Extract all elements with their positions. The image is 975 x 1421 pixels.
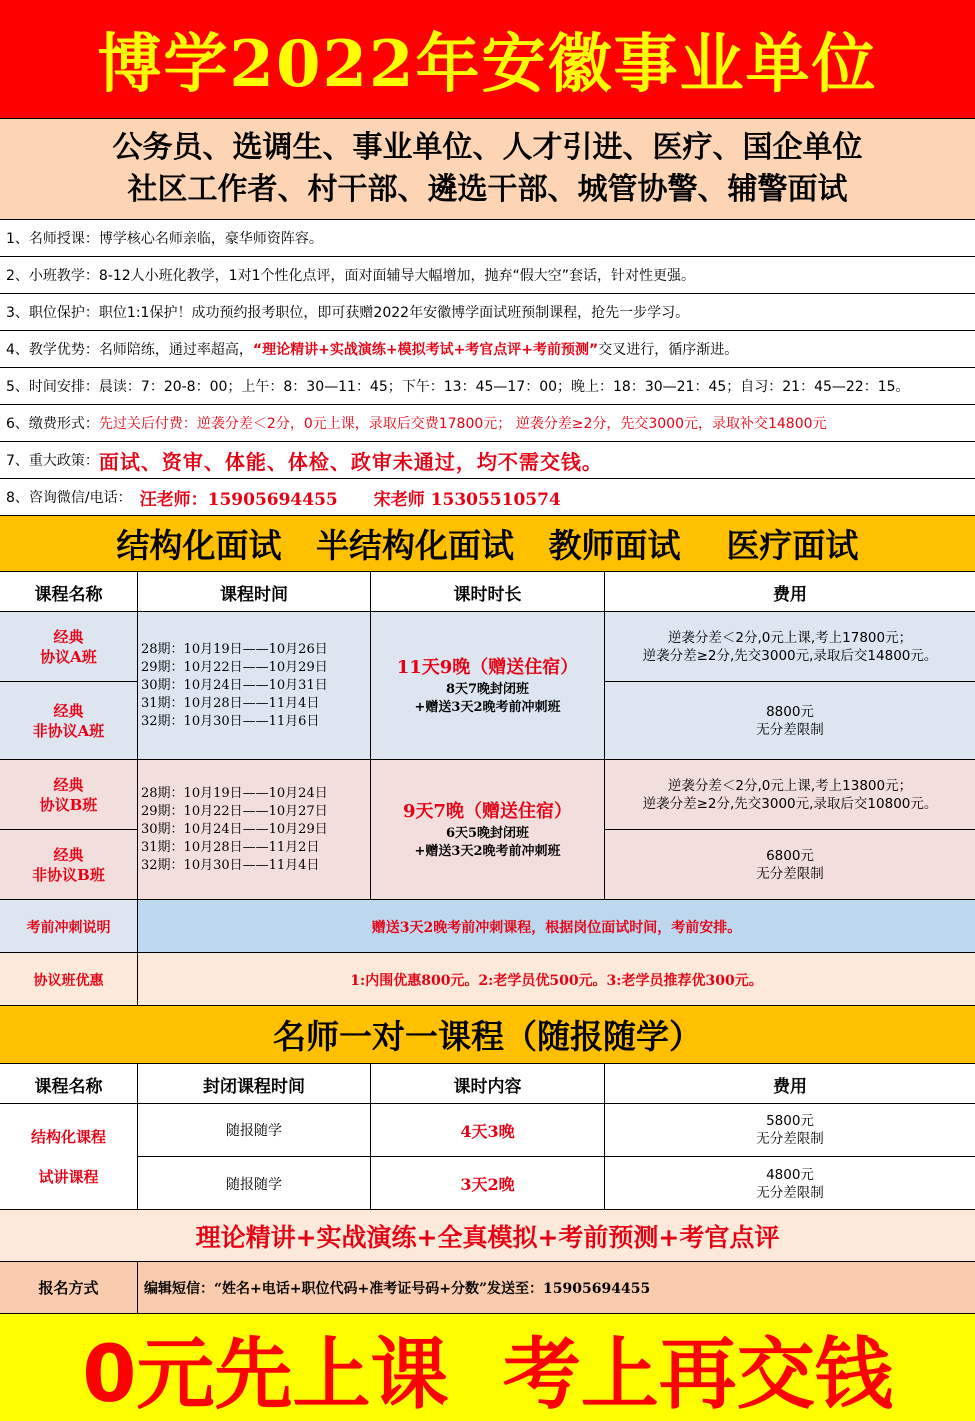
info-item-2 — [0, 257, 975, 294]
info-item-4 — [0, 331, 975, 368]
info-text: 3、职位保护：职位1:1保护！成功预约报考职位，即可获赠2022年安徽博学面试班预制课程，抢先一步学习。 — [6, 305, 690, 321]
section-heading-text: 结构化面试 半结构化面试 教师面试 医疗面试 — [116, 526, 859, 565]
class-label: 非协议B班 — [32, 866, 105, 884]
fee-b-non-protocol — [605, 830, 975, 900]
class-a-non-protocol — [0, 682, 138, 760]
slogan-row — [0, 1210, 975, 1262]
col-header-duration: 课时时长 — [371, 572, 605, 612]
col-header-content: 课时内容 — [371, 1064, 605, 1104]
class-a-protocol — [0, 612, 138, 682]
schedule-item: 28期：10月19日——10月24日 — [141, 786, 328, 801]
course-time-2: 随报随学 — [138, 1157, 371, 1210]
sprint-text: 赠送3天2晚考前冲刺课程，根据岗位面试时间，考前安排。 — [371, 919, 742, 936]
schedule-item: 29期：10月22日——10月27日 — [141, 804, 328, 819]
col-header-fee: 费用 — [773, 1076, 807, 1097]
section-heading-text: 名师一对一课程（随报随学） — [273, 1017, 702, 1056]
schedule-item: 30期：10月24日——10月31日 — [141, 678, 328, 693]
class-label: 协议B班 — [39, 795, 98, 814]
info-text: 4、教学优势：名师陪练，通过率超高， — [6, 342, 253, 358]
fee-text: 无分差限制 — [756, 866, 824, 882]
fee-text: 逆袭分差≥2分,先交3000元,录取后交10800元。 — [642, 795, 938, 812]
class-label: 经典 — [53, 775, 84, 794]
duration-title: 9天7晚（赠送住宿） — [402, 801, 573, 822]
discount-row — [0, 953, 975, 1006]
sprint-note-row — [0, 900, 975, 953]
schedule-item: 32期：10月30日——11月6日 — [141, 714, 320, 729]
col-header-course: 课程名称 — [0, 572, 138, 612]
discount-text: 1:内围优惠800元。2:老学员优500元。3:老学员推荐优300元。 — [350, 972, 763, 989]
sprint-label: 考前冲刺说明 — [0, 900, 138, 953]
schedule-item: 30期：10月24日——10月29日 — [141, 822, 328, 837]
subtitle-block — [0, 119, 975, 220]
fee-text: 逆袭分差＜2分,0元上课,考上13800元； — [667, 777, 913, 794]
info-item-7 — [0, 442, 975, 479]
info-text: 6、缴费形式： — [6, 416, 99, 432]
signup-label: 报名方式 — [0, 1262, 138, 1313]
fee-text: 6800元 — [766, 848, 814, 864]
course-fee-1 — [605, 1104, 975, 1157]
col-header-time: 课程时间 — [138, 572, 371, 612]
signup-text: 编辑短信：“姓名+电话+职位代码+准考证号码+分数”发送至：15905694455 — [144, 1280, 651, 1297]
fee-a-non-protocol — [605, 682, 975, 760]
subtitle-line-2: 社区工作者、村干部、遴选干部、城管协警、辅警面试 — [127, 172, 848, 207]
col-header-fee: 费用 — [773, 584, 807, 605]
schedule-item: 31期：10月28日——11月4日 — [141, 696, 320, 711]
title-banner — [0, 0, 975, 119]
subtitle-line-1: 公务员、选调生、事业单位、人才引进、医疗、国企单位 — [112, 130, 863, 165]
group-a — [0, 612, 975, 760]
signup-row — [0, 1262, 975, 1314]
info-item-8 — [0, 479, 975, 516]
fee-text: 逆袭分差＜2分,0元上课,考上17800元； — [667, 629, 913, 646]
info-item-1 — [0, 220, 975, 257]
duration-a — [371, 612, 605, 760]
footer-slogan: 0元先上课 考上再交钱 — [82, 1329, 893, 1420]
schedule-b — [138, 760, 371, 900]
footer-banner — [0, 1314, 975, 1421]
schedule-item: 28期：10月19日——10月26日 — [141, 642, 328, 657]
fee-text: 逆袭分差≥2分,先交3000元,录取后交14800元。 — [642, 647, 938, 664]
fee-text: 8800元 — [766, 704, 814, 720]
info-text: 8、咨询微信/电话： — [6, 490, 132, 506]
fee-text: 无分差限制 — [756, 1131, 824, 1147]
duration-detail: 6天5晚封闭班 — [445, 826, 530, 841]
fee-text: 4800元 — [766, 1166, 814, 1183]
class-label: 经典 — [53, 702, 84, 720]
class-b-protocol — [0, 760, 138, 830]
one-on-one-course-names — [0, 1104, 138, 1210]
info-item-5 — [0, 368, 975, 405]
duration-detail: +赠送3天2晚考前冲刺班 — [414, 844, 561, 859]
contact-phone-2[interactable]: 宋老师 15305510574 — [373, 489, 561, 510]
class-b-non-protocol — [0, 830, 138, 900]
course-content-2: 3天2晚 — [371, 1157, 605, 1210]
schedule-a — [138, 612, 371, 760]
info-item-3 — [0, 294, 975, 331]
class-label: 协议A班 — [40, 647, 97, 666]
section2-table-header — [0, 1064, 975, 1104]
info-text: 1、名师授课：博学核心名师亲临，豪华师资阵容。 — [6, 231, 323, 247]
duration-detail: +赠送3天2晚考前冲刺班 — [414, 700, 561, 715]
info-text: 5、时间安排：晨读：7：20-8：00；上午：8：30—11：45；下午：13：45—17：00；晚上：18：30—21：45；自习：21：45—22：15。 — [6, 379, 910, 395]
fee-text: 无分差限制 — [756, 722, 824, 738]
one-on-one-table — [0, 1104, 975, 1210]
fee-text: 无分差限制 — [756, 1184, 824, 1201]
schedule-item: 32期：10月30日——11月4日 — [141, 858, 320, 873]
course-name: 结构化课程 — [30, 1128, 106, 1146]
contact-phone-1[interactable]: 汪老师：15905694455 — [139, 489, 338, 510]
page-title: 博学2022年安徽事业单位 — [97, 27, 878, 102]
fee-text: 5800元 — [766, 1113, 814, 1129]
course-fee-2 — [605, 1157, 975, 1210]
slogan-text: 理论精讲+实战演练+全真模拟+考前预测+考官点评 — [195, 1222, 780, 1252]
fee-b-protocol — [605, 760, 975, 830]
info-highlight: 先过关后付费：逆袭分差＜2分，0元上课，录取后交费17800元； 逆袭分差≥2分，先交3000元，录取补交14800元 — [98, 416, 827, 432]
info-text: 7、重大政策： — [6, 453, 99, 469]
col-header-time: 封闭课程时间 — [138, 1064, 371, 1104]
class-label: 非协议A班 — [32, 722, 105, 740]
info-text: 2、小班教学：8-12人小班化教学，1对1个性化点评，面对面辅导大幅增加，抛弃“假大空”套话，针对性更强。 — [6, 268, 695, 284]
discount-label: 协议班优惠 — [0, 953, 138, 1006]
duration-detail: 8天7晚封闭班 — [445, 682, 530, 697]
fee-a-protocol — [605, 612, 975, 682]
class-label: 经典 — [53, 846, 84, 864]
section2-heading — [0, 1006, 975, 1064]
course-content-1: 4天3晚 — [371, 1104, 605, 1157]
section1-table-header — [0, 572, 975, 612]
class-label: 经典 — [53, 627, 84, 646]
info-text: 交叉进行，循序渐进。 — [598, 342, 739, 358]
duration-title: 11天9晚（赠送住宿） — [396, 657, 579, 678]
schedule-item: 31期：10月28日——11月2日 — [141, 840, 320, 855]
schedule-item: 29期：10月22日——10月29日 — [141, 660, 328, 675]
info-item-6 — [0, 405, 975, 442]
info-highlight: 面试、资审、体能、体检、政审未通过，均不需交钱。 — [98, 449, 603, 474]
course-name: 试讲课程 — [38, 1168, 99, 1186]
section1-heading — [0, 516, 975, 572]
course-time-1: 随报随学 — [138, 1104, 371, 1157]
info-highlight: “理论精讲+实战演练+模拟考试+考官点评+考前预测” — [252, 342, 599, 358]
col-header-course: 课程名称 — [0, 1064, 138, 1104]
duration-b — [371, 760, 605, 900]
group-b — [0, 760, 975, 900]
